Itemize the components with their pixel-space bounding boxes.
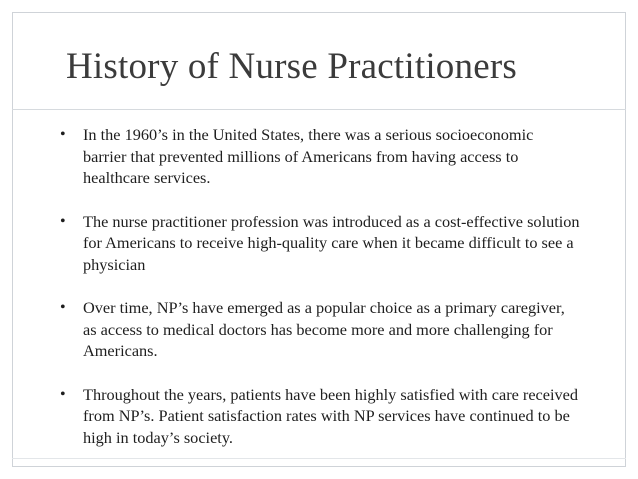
bullet-text: The nurse practitioner profession was introduced as a cost-effective solution for Americans to receive high-quality care when it became difficult to see a physician bbox=[83, 211, 580, 274]
title-divider bbox=[12, 109, 626, 110]
slide-title: History of Nurse Practitioners bbox=[66, 46, 517, 87]
bullet-marker: • bbox=[60, 299, 66, 316]
bullet-marker: • bbox=[60, 385, 66, 403]
bullet-list bbox=[60, 124, 580, 470]
bullet-marker: • bbox=[60, 212, 66, 230]
bullet-item bbox=[60, 384, 580, 449]
bullet-text: In the 1960’s in the United States, there was a serious socioeconomic barrier that prevented millions of Americans from having access to healthcare services. bbox=[83, 125, 534, 187]
bullet-item bbox=[60, 211, 580, 276]
bottom-rule bbox=[12, 458, 626, 459]
bullet-marker: • bbox=[60, 126, 66, 143]
bullet-item bbox=[60, 124, 580, 189]
bullet-item bbox=[60, 297, 580, 362]
bullet-text: Over time, NP’s have emerged as a popular choice as a primary caregiver, as access to medical doctors has become more and more challenging for Americans. bbox=[83, 298, 565, 360]
bullet-text: Throughout the years, patients have been highly satisfied with care received from NP’s. Patient satisfaction rates with NP services have continued to be high in today’s society. bbox=[83, 384, 579, 447]
